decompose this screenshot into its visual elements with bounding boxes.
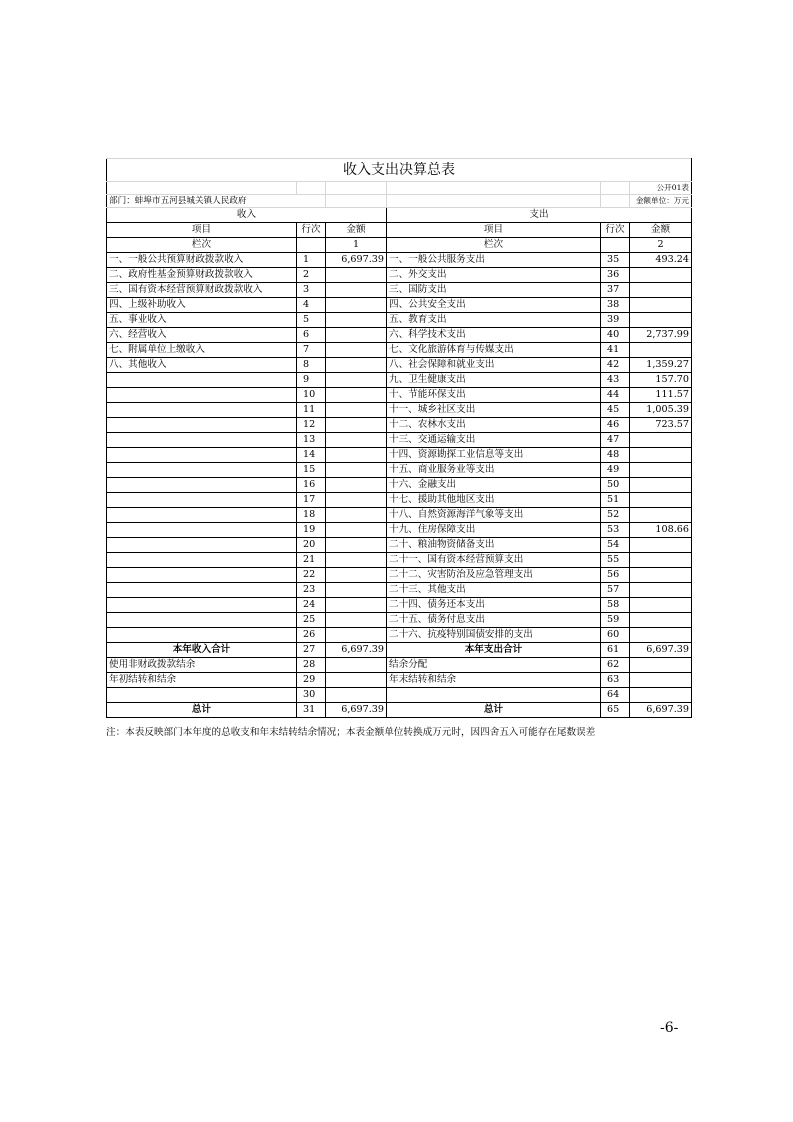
expense-line-no-cell: 45 [601, 403, 630, 418]
expense-amount-header: 金额 [630, 223, 692, 238]
table-title: 收入支出决算总表 [107, 159, 692, 182]
income-amount-cell [326, 658, 387, 673]
income-amount-cell [326, 568, 387, 583]
expense-item-cell: 年末结转和结余 [387, 673, 601, 688]
table-row [107, 523, 692, 538]
income-item-cell: 本年收入合计 [107, 643, 297, 658]
income-item-cell: 七、附属单位上缴收入 [107, 343, 297, 358]
expense-item-cell: 二十一、国有资本经营预算支出 [387, 553, 601, 568]
income-line-no-cell: 11 [297, 403, 326, 418]
table-row [107, 358, 692, 373]
expense-line-no-cell: 64 [601, 688, 630, 703]
expense-amount-cell [630, 433, 692, 448]
table-row [107, 568, 692, 583]
table-row [107, 418, 692, 433]
income-line-no-cell: 19 [297, 523, 326, 538]
table-row [107, 388, 692, 403]
expense-item-cell: 十六、金融支出 [387, 478, 601, 493]
income-item-cell [107, 433, 297, 448]
income-item-cell [107, 568, 297, 583]
income-item-cell [107, 373, 297, 388]
expense-item-cell: 三、国防支出 [387, 283, 601, 298]
expense-amount-cell [630, 298, 692, 313]
income-amount-cell: 6,697.39 [326, 643, 387, 658]
table-row [107, 448, 692, 463]
expense-amount-cell [630, 343, 692, 358]
expense-amount-cell: 1,005.39 [630, 403, 692, 418]
income-item-cell [107, 418, 297, 433]
expense-item-cell: 八、社会保障和就业支出 [387, 358, 601, 373]
expense-line-no-cell: 51 [601, 493, 630, 508]
income-line-no-cell: 30 [297, 688, 326, 703]
income-item-cell [107, 493, 297, 508]
expense-line-no-cell: 65 [601, 703, 630, 718]
unit-label: 金额单位：万元 [630, 195, 692, 208]
page-number: -6- [660, 1020, 679, 1036]
expense-item-cell: 十七、援助其他地区支出 [387, 493, 601, 508]
income-amount-cell [326, 418, 387, 433]
table-row [107, 463, 692, 478]
income-line-no-cell: 21 [297, 553, 326, 568]
income-item-cell [107, 538, 297, 553]
table-row [107, 658, 692, 673]
income-item-cell [107, 583, 297, 598]
income-amount-cell [326, 433, 387, 448]
table-row [107, 673, 692, 688]
income-line-no-cell: 27 [297, 643, 326, 658]
expense-line-no-cell: 46 [601, 418, 630, 433]
income-amount-cell: 6,697.39 [326, 253, 387, 268]
statement-sheet [106, 158, 691, 718]
expense-amount-cell [630, 553, 692, 568]
expense-item-cell: 十八、自然资源海洋气象等支出 [387, 508, 601, 523]
income-item-cell: 五、事业收入 [107, 313, 297, 328]
income-line-no-cell: 31 [297, 703, 326, 718]
income-line-no-cell: 10 [297, 388, 326, 403]
table-row [107, 253, 692, 268]
expense-line-no-cell: 61 [601, 643, 630, 658]
expense-line-no-cell: 48 [601, 448, 630, 463]
income-item-cell: 一、一般公共预算财政拨款收入 [107, 253, 297, 268]
expense-line-no-cell: 47 [601, 433, 630, 448]
income-amount-cell [326, 298, 387, 313]
expense-line-no-cell: 60 [601, 628, 630, 643]
income-amount-cell [326, 628, 387, 643]
expense-amount-cell [630, 493, 692, 508]
expense-item-cell: 二、外交支出 [387, 268, 601, 283]
income-line-no-cell: 20 [297, 538, 326, 553]
expense-item-cell: 二十五、债务付息支出 [387, 613, 601, 628]
income-amount-cell [326, 478, 387, 493]
expense-line-no-cell: 59 [601, 613, 630, 628]
income-line-no-cell: 29 [297, 673, 326, 688]
expense-amount-cell [630, 463, 692, 478]
expense-item-cell: 二十三、其他支出 [387, 583, 601, 598]
expense-item-cell: 本年支出合计 [387, 643, 601, 658]
table-row [107, 583, 692, 598]
table-row [107, 478, 692, 493]
expense-amount-cell: 111.57 [630, 388, 692, 403]
expense-line-no-cell: 52 [601, 508, 630, 523]
table-row [107, 373, 692, 388]
expense-line-no-cell: 54 [601, 538, 630, 553]
table-row [107, 403, 692, 418]
table-row [107, 433, 692, 448]
expense-item-cell: 总计 [387, 703, 601, 718]
income-line-no-cell: 6 [297, 328, 326, 343]
income-amount-cell [326, 358, 387, 373]
expense-amount-cell: 108.66 [630, 523, 692, 538]
income-line-no-cell: 13 [297, 433, 326, 448]
income-amount-cell [326, 463, 387, 478]
table-row [107, 328, 692, 343]
table-row [107, 598, 692, 613]
expense-item-header: 项目 [387, 223, 601, 238]
income-item-cell: 六、经营收入 [107, 328, 297, 343]
expense-amount-cell [630, 673, 692, 688]
expense-amount-cell [630, 538, 692, 553]
income-item-cell: 八、其他收入 [107, 358, 297, 373]
expense-item-cell: 六、科学技术支出 [387, 328, 601, 343]
income-item-cell: 二、政府性基金预算财政拨款收入 [107, 268, 297, 283]
income-amount-cell [326, 508, 387, 523]
table-row [107, 508, 692, 523]
income-line-no-cell: 4 [297, 298, 326, 313]
expense-line-no-cell: 42 [601, 358, 630, 373]
expense-item-cell: 十三、交通运输支出 [387, 433, 601, 448]
income-amount-cell [326, 313, 387, 328]
expense-amount-cell [630, 598, 692, 613]
expense-amount-cell: 6,697.39 [630, 703, 692, 718]
expense-line-no-cell: 63 [601, 673, 630, 688]
income-amount-cell [326, 613, 387, 628]
income-amount-cell [326, 448, 387, 463]
expense-line-no-cell: 49 [601, 463, 630, 478]
expense-amount-cell [630, 268, 692, 283]
income-expense-table [106, 158, 692, 718]
income-line-no-cell: 22 [297, 568, 326, 583]
income-line-no-cell: 1 [297, 253, 326, 268]
income-amount-cell [326, 688, 387, 703]
income-lanci-label: 栏次 [107, 238, 297, 253]
income-amount-cell [326, 673, 387, 688]
expense-item-cell: 结余分配 [387, 658, 601, 673]
expense-item-cell: 一、一般公共服务支出 [387, 253, 601, 268]
expense-line-no-cell: 41 [601, 343, 630, 358]
income-amount-cell [326, 403, 387, 418]
table-row [107, 538, 692, 553]
expense-amount-cell: 6,697.39 [630, 643, 692, 658]
expense-item-cell: 十九、住房保障支出 [387, 523, 601, 538]
expense-item-cell: 七、文化旅游体育与传媒支出 [387, 343, 601, 358]
income-amount-cell: 6,697.39 [326, 703, 387, 718]
expense-item-cell: 十二、农林水支出 [387, 418, 601, 433]
income-line-no-cell: 28 [297, 658, 326, 673]
table-row [107, 688, 692, 703]
expense-item-cell: 十四、资源勘探工业信息等支出 [387, 448, 601, 463]
income-amount-cell [326, 388, 387, 403]
expense-line-no-cell: 62 [601, 658, 630, 673]
income-item-cell [107, 448, 297, 463]
expense-amount-cell [630, 478, 692, 493]
income-column-number: 1 [326, 238, 387, 253]
department-label: 部门：蚌埠市五河县城关镇人民政府 [107, 195, 326, 208]
expense-line-header: 行次 [601, 223, 630, 238]
expense-line-no-cell: 50 [601, 478, 630, 493]
expense-amount-cell [630, 283, 692, 298]
income-item-cell: 四、上级补助收入 [107, 298, 297, 313]
income-amount-cell [326, 493, 387, 508]
income-item-cell: 使用非财政拨款结余 [107, 658, 297, 673]
expense-amount-cell: 157.70 [630, 373, 692, 388]
table-row [107, 493, 692, 508]
income-line-no-cell: 3 [297, 283, 326, 298]
income-line-no-cell: 17 [297, 493, 326, 508]
expense-line-no-cell: 56 [601, 568, 630, 583]
table-row [107, 628, 692, 643]
income-line-no-cell: 16 [297, 478, 326, 493]
income-item-cell: 总计 [107, 703, 297, 718]
expense-column-number: 2 [630, 238, 692, 253]
year-total-row [107, 643, 692, 658]
income-line-no-cell: 7 [297, 343, 326, 358]
expense-line-no-cell: 38 [601, 298, 630, 313]
expense-header: 支出 [387, 208, 692, 223]
expense-item-cell [387, 688, 601, 703]
table-row [107, 553, 692, 568]
expense-amount-cell [630, 688, 692, 703]
expense-item-cell: 二十六、抗疫特别国债安排的支出 [387, 628, 601, 643]
table-row [107, 313, 692, 328]
income-item-cell [107, 523, 297, 538]
income-amount-cell [326, 523, 387, 538]
expense-line-no-cell: 35 [601, 253, 630, 268]
expense-amount-cell: 1,359.27 [630, 358, 692, 373]
expense-item-cell: 二十、粮油物资储备支出 [387, 538, 601, 553]
income-item-cell [107, 478, 297, 493]
income-line-no-cell: 8 [297, 358, 326, 373]
expense-amount-cell [630, 448, 692, 463]
income-amount-cell [326, 583, 387, 598]
table-row [107, 298, 692, 313]
form-code: 公开01表 [630, 182, 692, 195]
expense-item-cell: 二十四、债务还本支出 [387, 598, 601, 613]
income-line-no-cell: 18 [297, 508, 326, 523]
income-line-no-cell: 26 [297, 628, 326, 643]
expense-line-no-cell: 53 [601, 523, 630, 538]
income-item-header: 项目 [107, 223, 297, 238]
income-line-no-cell: 24 [297, 598, 326, 613]
income-item-cell [107, 688, 297, 703]
expense-line-no-cell: 37 [601, 283, 630, 298]
expense-item-cell: 九、卫生健康支出 [387, 373, 601, 388]
expense-lanci-label: 栏次 [387, 238, 601, 253]
grand-total-row [107, 703, 692, 718]
income-item-cell [107, 613, 297, 628]
expense-line-no-cell: 44 [601, 388, 630, 403]
income-amount-header: 金额 [326, 223, 387, 238]
expense-amount-cell [630, 628, 692, 643]
income-amount-cell [326, 538, 387, 553]
table-row [107, 613, 692, 628]
expense-amount-cell [630, 568, 692, 583]
income-amount-cell [326, 268, 387, 283]
expense-line-no-cell: 40 [601, 328, 630, 343]
income-amount-cell [326, 328, 387, 343]
footnote: 注：本表反映部门本年度的总收支和年末结转结余情况；本表金额单位转换成万元时，因四舍五入可能存在尾数误差 [106, 727, 596, 738]
expense-line-no-cell: 43 [601, 373, 630, 388]
expense-amount-cell: 2,737.99 [630, 328, 692, 343]
income-line-no-cell: 2 [297, 268, 326, 283]
income-line-no-cell: 15 [297, 463, 326, 478]
income-line-no-cell: 5 [297, 313, 326, 328]
income-item-cell [107, 598, 297, 613]
expense-item-cell: 十五、商业服务业等支出 [387, 463, 601, 478]
expense-item-cell: 五、教育支出 [387, 313, 601, 328]
income-item-cell [107, 628, 297, 643]
income-item-cell [107, 508, 297, 523]
table-row [107, 283, 692, 298]
expense-item-cell: 二十二、灾害防治及应急管理支出 [387, 568, 601, 583]
expense-amount-cell: 493.24 [630, 253, 692, 268]
income-line-header: 行次 [297, 223, 326, 238]
income-line-no-cell: 12 [297, 418, 326, 433]
income-line-no-cell: 23 [297, 583, 326, 598]
expense-line-no-cell: 36 [601, 268, 630, 283]
income-line-no-cell: 14 [297, 448, 326, 463]
expense-line-no-cell: 58 [601, 598, 630, 613]
expense-item-cell: 十、节能环保支出 [387, 388, 601, 403]
income-amount-cell [326, 343, 387, 358]
income-item-cell: 年初结转和结余 [107, 673, 297, 688]
expense-amount-cell [630, 583, 692, 598]
expense-line-no-cell: 57 [601, 583, 630, 598]
expense-line-no-cell: 39 [601, 313, 630, 328]
table-row [107, 343, 692, 358]
income-amount-cell [326, 553, 387, 568]
income-item-cell [107, 403, 297, 418]
income-line-no-cell: 25 [297, 613, 326, 628]
expense-item-cell: 四、公共安全支出 [387, 298, 601, 313]
expense-amount-cell [630, 613, 692, 628]
expense-amount-cell [630, 313, 692, 328]
income-item-cell: 三、国有资本经营预算财政拨款收入 [107, 283, 297, 298]
expense-line-no-cell: 55 [601, 553, 630, 568]
expense-amount-cell [630, 508, 692, 523]
income-header: 收入 [107, 208, 387, 223]
income-item-cell [107, 553, 297, 568]
income-item-cell [107, 388, 297, 403]
expense-amount-cell [630, 658, 692, 673]
expense-item-cell: 十一、城乡社区支出 [387, 403, 601, 418]
expense-amount-cell: 723.57 [630, 418, 692, 433]
income-amount-cell [326, 283, 387, 298]
table-row [107, 268, 692, 283]
income-item-cell [107, 463, 297, 478]
income-line-no-cell: 9 [297, 373, 326, 388]
income-amount-cell [326, 598, 387, 613]
income-amount-cell [326, 373, 387, 388]
